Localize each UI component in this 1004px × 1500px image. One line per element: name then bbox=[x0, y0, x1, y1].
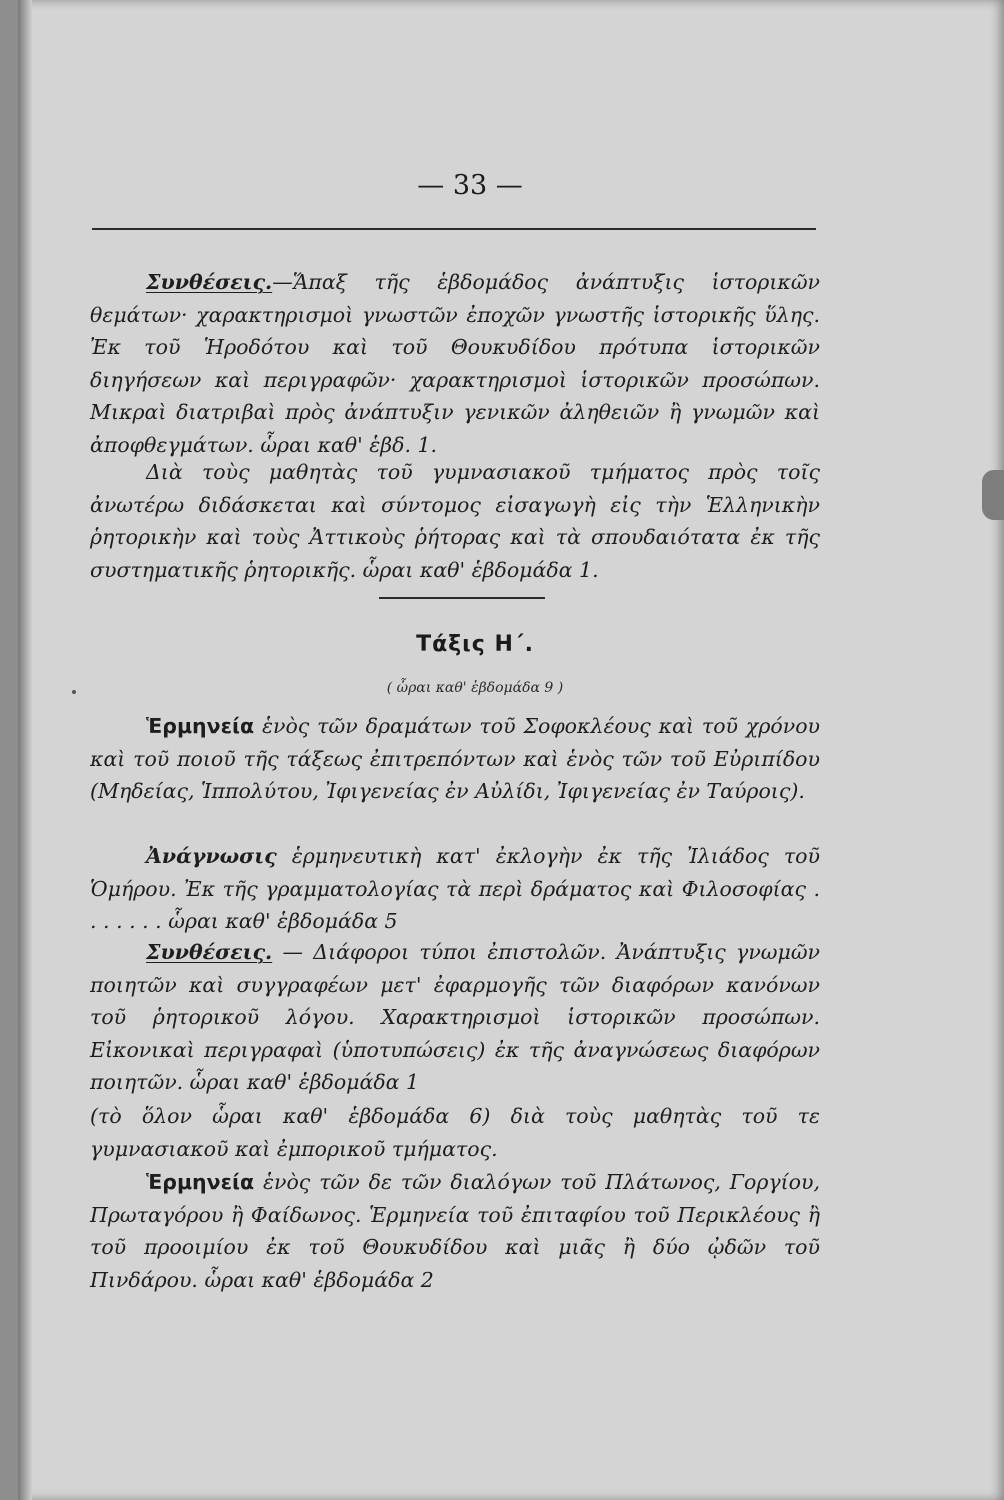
margin-mark bbox=[72, 690, 76, 694]
anagnosis-body: ἑρμηνευτικὴ κατ' ἐκλογὴν ἐκ τῆς Ἰλιάδος τοῦ Ὁμήρου. Ἐκ τῆς γραμματολογίας τὰ περὶ δράματος καὶ Φιλοσοφίας . . . . . . . ὧραι καθ' ἑβδομάδα 5 bbox=[90, 844, 820, 933]
page-number: — 33 — bbox=[417, 170, 523, 201]
ermineia-body-1: ἑνὸς τῶν δραμάτων τοῦ Σοφοκλέους καὶ τοῦ χρόνου καὶ τοῦ ποιοῦ τῆς τάξεως ἐπιτρεπόντων καὶ ἑνὸς τῶν τοῦ Εὐριπίδου (Μηδείας, Ἱππολύτου, Ἰφιγενείας ἐν Αὐλίδι, Ἰφιγενείας ἐν Ταύροις). bbox=[90, 714, 820, 803]
class-title: Τάξις Η΄. bbox=[416, 632, 534, 657]
syntheseis-body: —Ἅπαξ τῆς ἑβδομάδος ἀνάπτυξις ἱστορικῶν θεμάτων· χαρακτηρισμοὶ γνωστῶν ἐποχῶν γνωστῆς ἱστορικῆς ὕλης. Ἐκ τοῦ Ἡροδότου καὶ τοῦ Θουκυδίδου πρότυπα ἱστορικῶν διηγήσεων καὶ περιγραφῶν· χαρακτηρισμοὶ ἱστορικῶν προσώπων. Μικραὶ διατριβαὶ πρὸς ἀνάπτυξιν γενικῶν ἀληθειῶν ἢ γνωμῶν καὶ ἀποφθεγμάτων. ὧραι καθ' ἑβδ. 1. bbox=[90, 270, 820, 457]
paragraph-syntheseis bbox=[90, 266, 820, 461]
anagnosis-heading: Ἀνάγνωσις bbox=[146, 844, 277, 868]
ermineia-heading-2: Ἑρμηνεία bbox=[146, 1170, 255, 1194]
section-divider bbox=[379, 597, 545, 599]
paragraph-anagnosis bbox=[90, 840, 820, 938]
paragraph-rhetoric: Διὰ τοὺς μαθητὰς τοῦ γυμνασιακοῦ τμήματος πρὸς τοῖς ἀνωτέρω διδάσκεται καὶ σύντομος εἰσαγωγὴ εἰς τὴν Ἑλληνικὴν ῥητορικὴν καὶ τοὺς Ἀττικοὺς ῥήτορας καὶ τὰ σπουδαιότατα ἐκ τῆς συστηματικῆς ῥητορικῆς. ὧραι καθ' ἑβδομάδα 1. bbox=[90, 460, 820, 582]
class-hours: ( ὧραι καθ' ἑβδομάδα 9 ) bbox=[386, 680, 564, 696]
syntheseis-body-2: — Διάφοροι τύποι ἐπιστολῶν. Ἀνάπτυξις γνωμῶν ποιητῶν καὶ συγγραφέων μετ' ἐφαρμογῆς τῶν διαφόρων κανόνων τοῦ ῥητορικοῦ λόγου. Χαρακτηρισμοὶ ἱστορικῶν προσώπων. Εἰκονικαὶ περιγραφαὶ (ὑποτυπώσεις) ἐκ τῆς ἀναγνώσεως διαφόρων ποιητῶν. ὧραι καθ' ἑβδομάδα 1 bbox=[90, 940, 820, 1094]
paragraph-total-hours: (τὸ ὅλον ὧραι καθ' ἑβδομάδα 6) διὰ τοὺς μαθητὰς τοῦ τε γυμνασιακοῦ καὶ ἐμπορικοῦ τμήματος. bbox=[90, 1104, 820, 1161]
paragraph-ermineia-2 bbox=[90, 1166, 820, 1296]
syntheseis-heading: Συνθέσεις. bbox=[146, 270, 273, 294]
paragraph-syntheseis-2 bbox=[90, 936, 820, 1099]
ermineia-heading-1: Ἑρμηνεία bbox=[146, 714, 255, 738]
syntheseis-heading-2: Συνθέσεις. bbox=[146, 940, 273, 964]
header-rule bbox=[92, 228, 816, 230]
binding-tab bbox=[982, 470, 1004, 520]
paragraph-ermineia-1 bbox=[90, 710, 820, 808]
ermineia-body-2: ἑνὸς τῶν δε τῶν διαλόγων τοῦ Πλάτωνος, Γοργίου, Πρωταγόρου ἢ Φαίδωνος. Ἑρμηνεία τοῦ ἐπιταφίου τοῦ Περικλέους ἢ τοῦ προοιμίου ἐκ τοῦ Θουκυδίδου καὶ μιᾶς ἢ δύο ᾠδῶν τοῦ Πινδάρου. ὧραι καθ' ἑβδομάδα 2 bbox=[90, 1170, 820, 1292]
